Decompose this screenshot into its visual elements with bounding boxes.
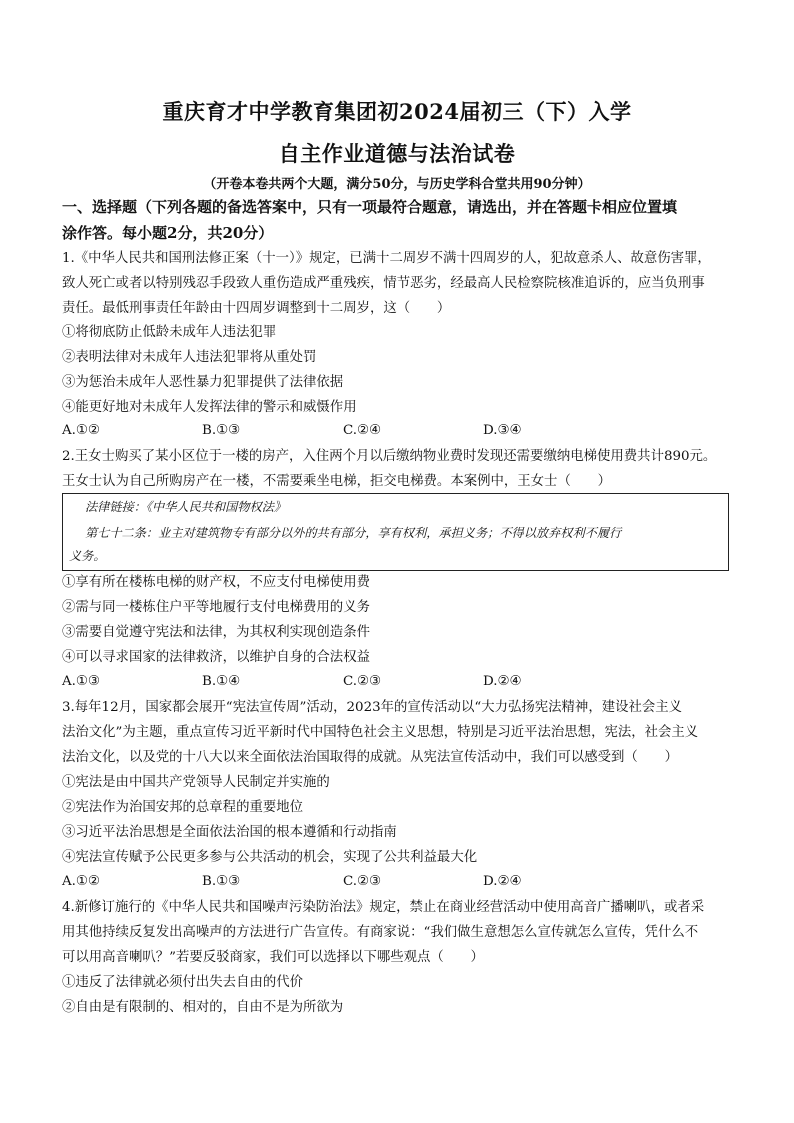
- law-link-box: [62, 493, 729, 571]
- q2-item: ④可以寻求国家的法律救济，以维护自身的合法权益: [62, 650, 370, 665]
- q3-stem-line2: 法治文化”为主题，重点宣传习近平新时代中国特色社会主义思想，特别是习近平法治思想，宪法，社会主义: [62, 725, 699, 740]
- q2-item: ③需要自觉遵守宪法和法律，为其权利实现创造条件: [62, 625, 370, 640]
- q3-option-a[interactable]: A.①②: [62, 874, 100, 889]
- q3-option-b[interactable]: B.①③: [202, 874, 241, 889]
- exam-note: （开卷本卷共两个大题，满分50分，与历史学科合堂共用90分钟）: [203, 177, 591, 192]
- q4-stem-line1: 4.新修订施行的《中华人民共和国噪声污染防治法》规定，禁止在商业经营活动中使用高音广播喇叭，或者采: [62, 900, 705, 915]
- q2-stem-line2: 王女士认为自己所购房产在一楼，不需要乘坐电梯，拒交电梯费。本案例中，王女士（ ）: [62, 474, 612, 489]
- q3-stem-line1: 3.每年12月，国家都会展开“宪法宣传周”活动，2023年的宣传活动以“大力弘扬宪法精神，建设社会主义: [62, 700, 683, 715]
- q3-item: ④宪法宣传赋予公民更多参与公共活动的机会，实现了公共利益最大化: [62, 850, 478, 865]
- q2-options: [62, 674, 662, 694]
- q1-option-b[interactable]: B.①③: [202, 423, 241, 438]
- q1-stem-line2: 致人死亡或者以特别残忍手段致人重伤造成严重残疾，情节恶劣，经最高人民检察院核准追诉的，应当负刑事: [62, 276, 705, 291]
- q2-item: ①享有所在楼栋电梯的财产权，不应支付电梯使用费: [62, 575, 370, 590]
- law-link-title: 法律链接：《中华人民共和国物权法》: [85, 500, 287, 514]
- q4-item: ①违反了法律就必须付出失去自由的代价: [62, 975, 304, 990]
- q1-item: ③为惩治未成年人恶性暴力犯罪提供了法律依据: [62, 375, 344, 390]
- q2-stem-line1: 2.王女士购买了某小区位于一楼的房产，入住两个月以后缴纳物业费时发现还需要缴纳电梯使用费共计890元。: [62, 449, 717, 464]
- section-heading-line2: 涂作答。每小题2分，共20分）: [62, 224, 274, 242]
- q4-stem-line3: 可以用高音喇叭？”若要反驳商家，我们可以选择以下哪些观点（ ）: [62, 950, 484, 965]
- q3-option-c[interactable]: C.②③: [343, 874, 382, 889]
- exam-title-line2: 自主作业道德与法治试卷: [278, 141, 516, 166]
- exam-title-line1: 重庆育才中学教育集团初2024届初三（下）入学: [162, 99, 632, 124]
- q2-option-c[interactable]: C.②③: [343, 674, 382, 689]
- q3-option-d[interactable]: D.②④: [483, 874, 522, 889]
- q3-item: ③习近平法治思想是全面依法治国的根本遵循和行动指南: [62, 825, 397, 840]
- q1-option-c[interactable]: C.②④: [343, 423, 382, 438]
- q3-stem-line3: 法治文化，以及党的十八大以来全面依法治国取得的成就。从宪法宣传活动中，我们可以感受到（ ）: [62, 750, 678, 765]
- q1-options: [62, 423, 662, 443]
- section-heading-line1: 一、选择题（下列各题的备选答案中，只有一项最符合题意，请选出，并在答题卡相应位置填: [62, 198, 678, 216]
- q1-item: ②表明法律对未成年人违法犯罪将从重处罚: [62, 350, 317, 365]
- q1-item: ④能更好地对未成年人发挥法律的警示和威慑作用: [62, 400, 357, 415]
- q2-item: ②需与同一楼栋住户平等地履行支付电梯费用的义务: [62, 600, 370, 615]
- law-link-article: 第七十二条：业主对建筑物专有部分以外的共有部分，享有权利，承担义务；不得以放弃权利不履行: [85, 526, 622, 540]
- q1-stem-line1: 1.《中华人民共和国刑法修正案（十一）》规定，已满十二周岁不满十四周岁的人，犯故意杀人、故意伤害罪，: [62, 251, 711, 266]
- q2-option-b[interactable]: B.①④: [202, 674, 241, 689]
- q2-option-a[interactable]: A.①③: [62, 674, 100, 689]
- q2-option-d[interactable]: D.②④: [483, 674, 522, 689]
- q1-option-a[interactable]: A.①②: [62, 423, 100, 438]
- q1-option-d[interactable]: D.③④: [483, 423, 522, 438]
- q3-item: ②宪法作为治国安邦的总章程的重要地位: [62, 800, 304, 815]
- q4-item: ②自由是有限制的、相对的，自由不是为所欲为: [62, 1000, 344, 1015]
- q3-options: [62, 874, 662, 894]
- q1-item: ①将彻底防止低龄未成年人违法犯罪: [62, 325, 277, 340]
- q3-item: ①宪法是由中国共产党领导人民制定并实施的: [62, 775, 330, 790]
- q1-stem-line3: 责任。最低刑事责任年龄由十四周岁调整到十二周岁，这（ ）: [62, 301, 451, 316]
- law-link-article-end: 义务。: [69, 549, 106, 563]
- q4-stem-line2: 用其他持续反复发出高噪声的方法进行广告宣传。有商家说：“我们做生意想怎么宣传就怎么宣传，凭什么不: [62, 925, 699, 940]
